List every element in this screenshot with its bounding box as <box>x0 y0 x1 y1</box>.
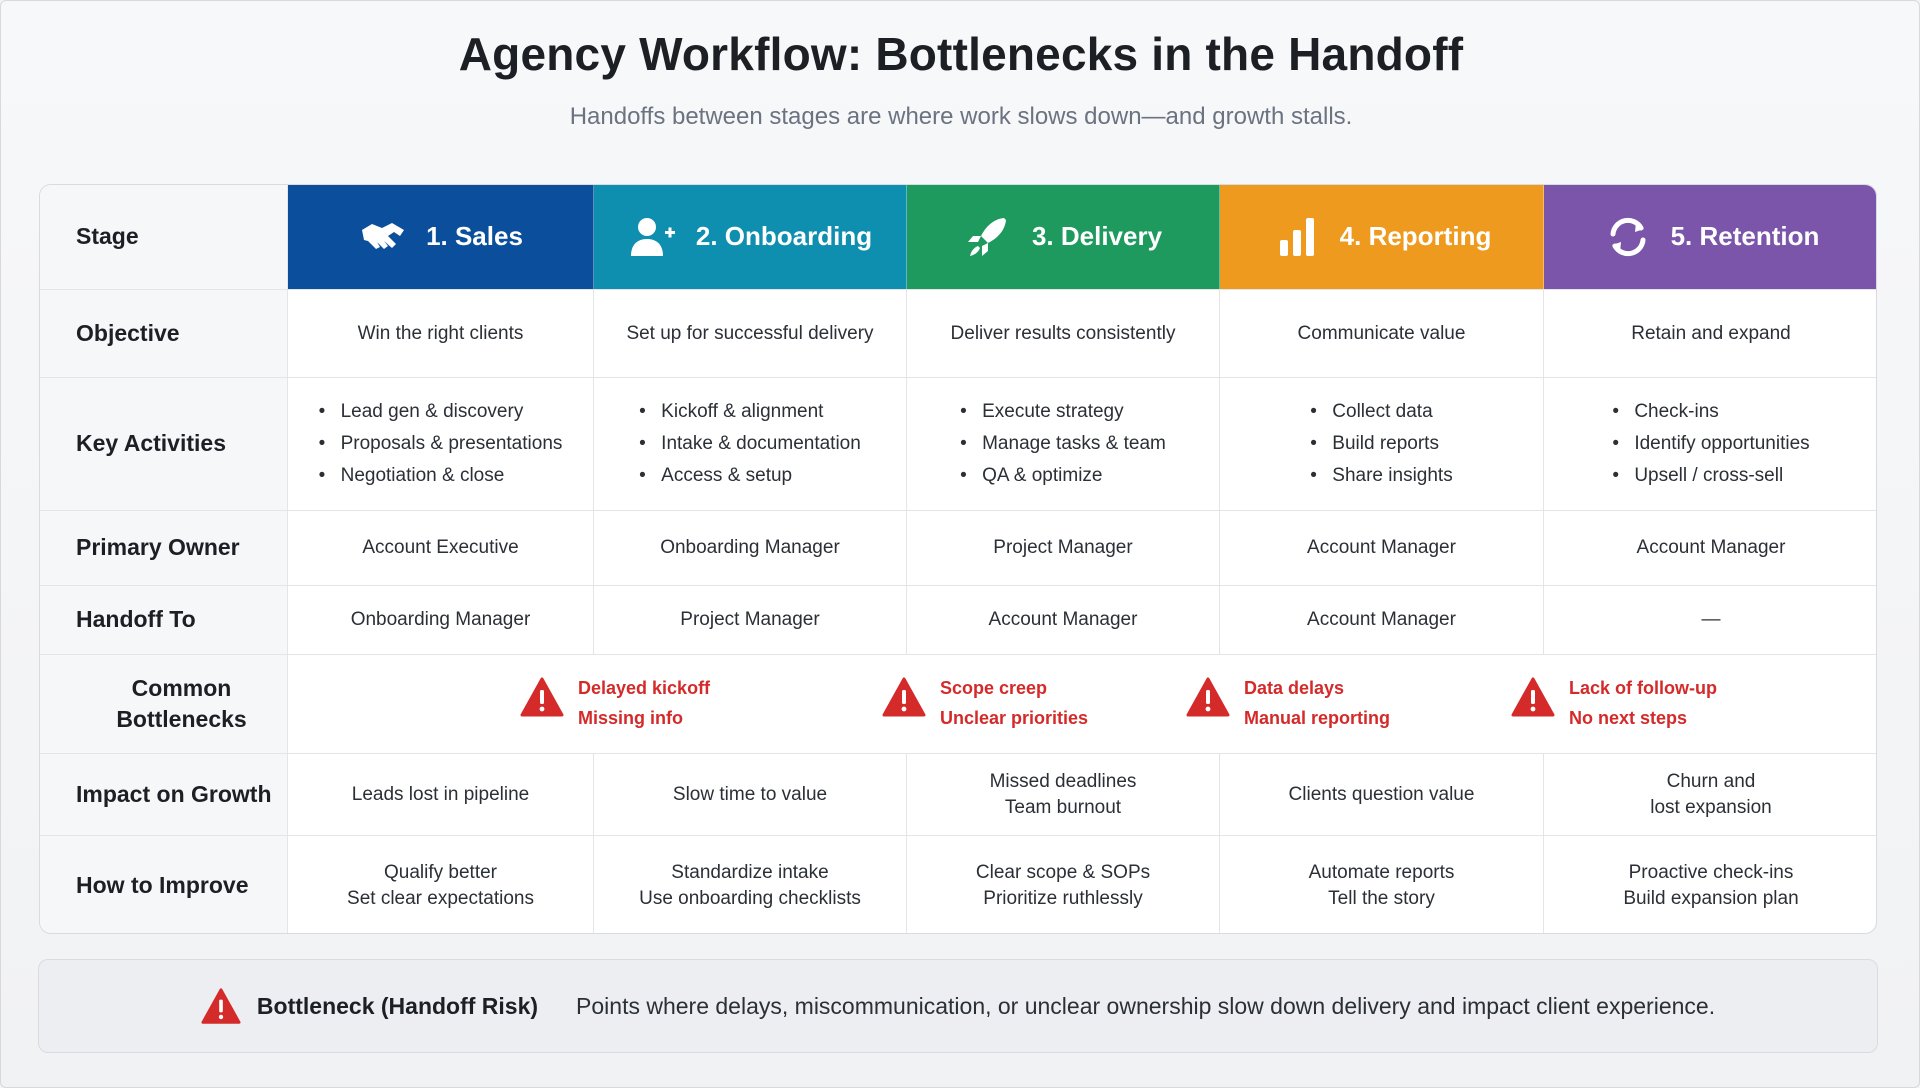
bottleneck-line: Scope creep <box>940 678 1048 698</box>
stage-header-sales <box>288 185 594 289</box>
bottleneck-sales-onboarding <box>520 673 710 733</box>
handoff-cell: Onboarding Manager <box>288 586 594 654</box>
activity-item: • Manage tasks & team <box>960 428 1166 460</box>
objective-cell: Retain and expand <box>1631 322 1791 344</box>
workflow-table <box>39 184 1877 934</box>
activities-cell <box>907 378 1220 510</box>
row-label-impact: Impact on Growth <box>40 754 288 835</box>
legend-title: Bottleneck (Handoff Risk) <box>256 992 539 1019</box>
improve-cell <box>1220 836 1544 934</box>
bottleneck-line: Data delays <box>1244 678 1345 698</box>
activities-cell <box>594 378 907 510</box>
row-label-improve: How to Improve <box>40 836 288 934</box>
improve-line: Clear scope & SOPs <box>975 861 1151 883</box>
stage-header-retention <box>1544 185 1877 289</box>
impact-cell <box>907 754 1220 835</box>
activity-item: • Identify opportunities <box>1612 428 1809 460</box>
owner-cell: Account Manager <box>1636 537 1786 559</box>
handoff-row <box>40 586 1877 655</box>
handoff-cell: — <box>1701 609 1721 631</box>
row-label-owner: Primary Owner <box>40 511 288 585</box>
activities-row <box>40 378 1877 511</box>
handshake-icon <box>358 214 408 260</box>
bottleneck-onboarding-delivery <box>882 673 1088 733</box>
bottleneck-line: Unclear priorities <box>940 708 1089 728</box>
impact-line: lost expansion <box>1650 796 1772 818</box>
stage-header-onboarding <box>594 185 907 289</box>
impact-line: Missed deadlines <box>989 770 1137 792</box>
row-label-bottlenecks: Common Bottlenecks <box>40 655 288 753</box>
activity-item: • Proposals & presentations <box>319 428 563 460</box>
row-label-stage: Stage <box>40 185 288 289</box>
improve-cell <box>907 836 1220 934</box>
bottlenecks-area <box>288 655 1877 753</box>
row-label-handoff: Handoff To <box>40 586 288 654</box>
improve-cell <box>1544 836 1877 934</box>
legend-box <box>38 959 1878 1053</box>
stage-header-row <box>40 185 1877 290</box>
objective-cell: Win the right clients <box>288 290 594 377</box>
warning-icon <box>1186 677 1230 717</box>
bottleneck-line: Delayed kickoff <box>578 678 711 698</box>
activity-list <box>319 396 563 492</box>
refresh-icon <box>1603 214 1653 260</box>
activity-item: • QA & optimize <box>960 460 1166 492</box>
activity-item: • Access & setup <box>639 460 861 492</box>
improve-line: Proactive check-ins <box>1628 861 1794 883</box>
improve-line: Qualify better <box>384 861 497 883</box>
improve-line: Build expansion plan <box>1623 887 1799 909</box>
stage-header-reporting <box>1220 185 1544 289</box>
improve-cell <box>288 836 594 934</box>
objective-cell: Set up for successful delivery <box>594 290 907 377</box>
bottleneck-text <box>1244 673 1390 733</box>
bottleneck-delivery-reporting <box>1186 673 1390 733</box>
impact-line: Team burnout <box>1004 796 1122 818</box>
bar-chart-icon <box>1272 214 1322 260</box>
impact-line: Clients question value <box>1288 783 1475 805</box>
rocket-icon <box>964 214 1014 260</box>
objective-cell: Communicate value <box>1220 290 1544 377</box>
warning-icon <box>201 987 241 1025</box>
owner-cell: Onboarding Manager <box>594 511 907 585</box>
impact-line: Leads lost in pipeline <box>351 783 530 805</box>
bottleneck-line: No next steps <box>1569 708 1688 728</box>
impact-cell <box>1220 754 1544 835</box>
activities-cell <box>1220 378 1544 510</box>
bottleneck-text <box>940 673 1088 733</box>
activity-item: • Kickoff & alignment <box>639 396 861 428</box>
activities-cell <box>288 378 594 510</box>
activities-cell <box>1544 378 1877 510</box>
improve-line: Automate reports <box>1308 861 1455 883</box>
warning-icon <box>882 677 926 717</box>
activity-item: • Negotiation & close <box>319 460 563 492</box>
handoff-cell: Project Manager <box>594 586 907 654</box>
add-user-icon <box>628 214 678 260</box>
improve-line: Prioritize ruthlessly <box>983 887 1143 909</box>
stage-name: 3. Delivery <box>1031 221 1163 252</box>
improve-cell <box>594 836 907 934</box>
impact-line: Slow time to value <box>672 783 828 805</box>
bottlenecks-row <box>40 655 1877 754</box>
bottleneck-line: Lack of follow-up <box>1569 678 1717 698</box>
activity-list <box>1612 396 1809 492</box>
impact-row <box>40 754 1877 836</box>
impact-line: Churn and <box>1666 770 1756 792</box>
activity-item: • Build reports <box>1310 428 1452 460</box>
improve-row <box>40 836 1877 934</box>
owner-cell: Account Executive <box>288 511 594 585</box>
owner-cell: Project Manager <box>907 511 1220 585</box>
impact-cell <box>594 754 907 835</box>
objective-cell: Deliver results consistently <box>907 290 1220 377</box>
stage-name: 4. Reporting <box>1339 221 1492 252</box>
warning-icon <box>520 677 564 717</box>
activity-item: • Execute strategy <box>960 396 1166 428</box>
page-subtitle: Handoffs between stages are where work slows down—and growth stalls. <box>569 103 1353 130</box>
handoff-cell: Account Manager <box>907 586 1220 654</box>
bottleneck-line: Manual reporting <box>1244 708 1391 728</box>
owner-row <box>40 511 1877 586</box>
legend-description: Points where delays, miscommunication, or unclear ownership slow down delivery and impact client experience. <box>576 992 1716 1019</box>
impact-cell <box>288 754 594 835</box>
improve-line: Standardize intake <box>671 861 829 883</box>
owner-cell: Account Manager <box>1220 511 1544 585</box>
objective-row <box>40 290 1877 378</box>
handoff-cell: Account Manager <box>1220 586 1544 654</box>
activity-item: • Check-ins <box>1612 396 1809 428</box>
activity-item: • Collect data <box>1310 396 1452 428</box>
bottleneck-text <box>578 673 710 733</box>
row-label-objective: Objective <box>40 290 288 377</box>
activity-item: • Upsell / cross-sell <box>1612 460 1809 492</box>
stage-name: 2. Onboarding <box>695 221 873 252</box>
activity-list <box>960 396 1166 492</box>
row-label-activities: Key Activities <box>40 378 288 510</box>
activity-item: • Share insights <box>1310 460 1452 492</box>
activity-list <box>1310 396 1452 492</box>
improve-line: Use onboarding checklists <box>639 887 861 909</box>
page-title: Agency Workflow: Bottlenecks in the Handoff <box>458 28 1464 80</box>
stage-header-delivery <box>907 185 1220 289</box>
impact-cell <box>1544 754 1877 835</box>
stage-name: 1. Sales <box>426 221 523 252</box>
improve-line: Tell the story <box>1328 887 1435 909</box>
bottleneck-line: Missing info <box>578 708 683 728</box>
stage-name: 5. Retention <box>1670 221 1820 252</box>
activity-item: • Lead gen & discovery <box>319 396 563 428</box>
warning-icon <box>1511 677 1555 717</box>
improve-line: Set clear expectations <box>347 887 534 909</box>
bottleneck-text <box>1569 673 1717 733</box>
activity-list <box>639 396 861 492</box>
activity-item: • Intake & documentation <box>639 428 861 460</box>
bottleneck-reporting-retention <box>1511 673 1717 733</box>
